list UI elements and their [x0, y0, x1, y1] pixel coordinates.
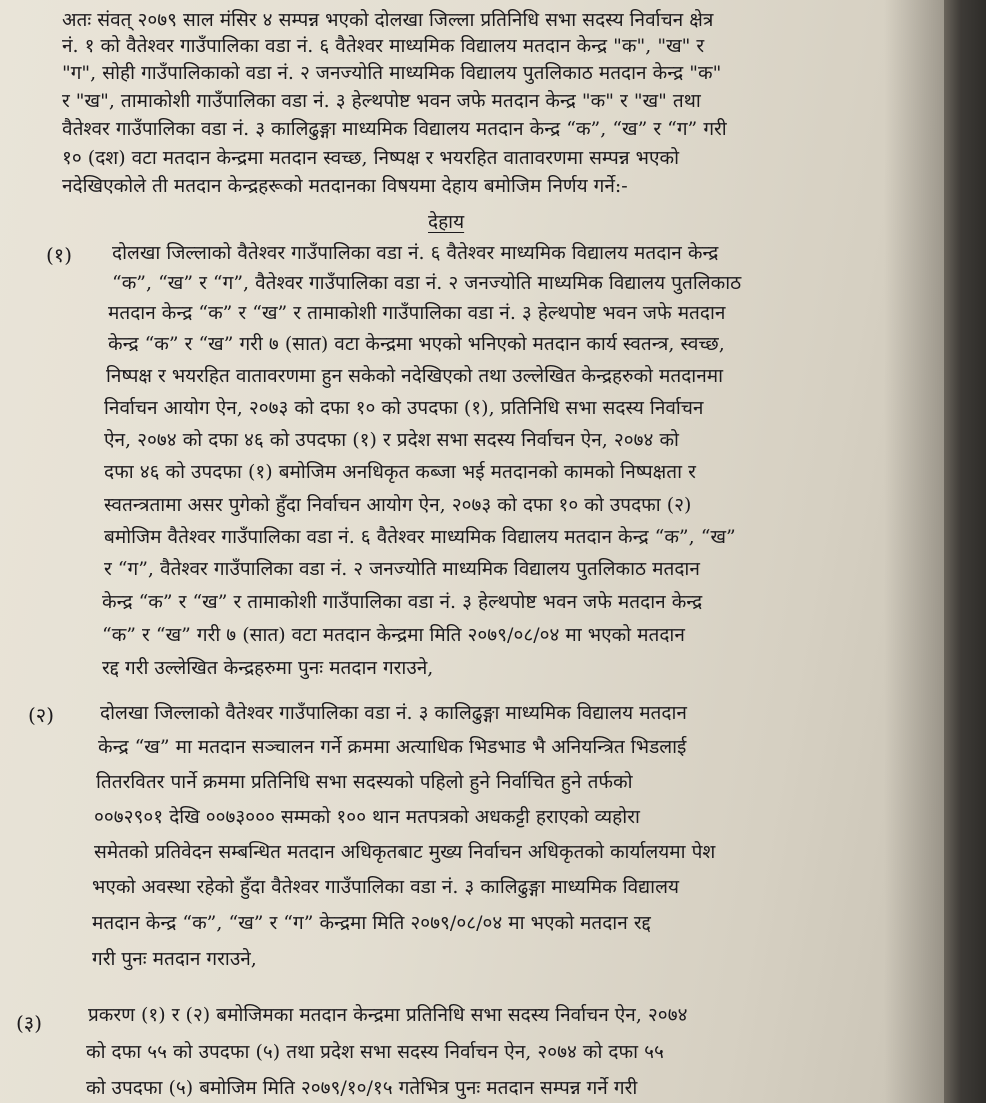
item-line: ००७२९०१ देखि ००७३००० सम्मको १०० थान मतपत्रको अधकट्टी हराएको व्यहोरा: [94, 806, 640, 828]
item-line: निष्पक्ष र भयरहित वातावरणमा हुन सकेको नदेखिएको तथा उल्लेखित केन्द्रहरुको मतदानमा: [106, 365, 724, 387]
item-line: निर्वाचन आयोग ऐन, २०७३ को दफा १० को उपदफा (१), प्रतिनिधि सभा सदस्य निर्वाचन: [104, 397, 704, 419]
item-number: (२): [28, 703, 55, 727]
item-line: र “ग”, वैतेश्वर गाउँपालिका वडा नं. २ जनज्योति माध्यमिक विद्यालय पुतलिकाठ मतदान: [104, 558, 700, 580]
item-line: मतदान केन्द्र “क” र “ख” र तामाकोशी गाउँपालिका वडा नं. ३ हेल्थपोष्ट भवन जफे मतदान: [108, 302, 726, 324]
intro-line: १० (दश) वटा मतदान केन्द्रमा मतदान स्वच्छ, निष्पक्ष र भयरहित वातावरणमा सम्पन्न भएको: [62, 147, 680, 169]
item-line: केन्द्र “क” र “ख” र तामाकोशी गाउँपालिका वडा नं. ३ हेल्थपोष्ट भवन जफे मतदान केन्द्र: [102, 591, 703, 613]
item-line: रद्द गरी उल्लेखित केन्द्रहरुमा पुनः मतदान गराउने,: [102, 657, 434, 679]
item-number: (१): [46, 243, 73, 267]
item-line: ऐन, २०७४ को दफा ४६ को उपदफा (१) र प्रदेश सभा सदस्य निर्वाचन ऐन, २०७४ को: [104, 429, 679, 451]
item-line: को दफा ५५ को उपदफा (५) तथा प्रदेश सभा सदस्य निर्वाचन ऐन, २०७४ को दफा ५५: [86, 1041, 664, 1063]
item-line: मतदान केन्द्र “क”, “ख” र “ग” केन्द्रमा मिति २०७९/०८/०४ मा भएको मतदान रद्द: [92, 912, 651, 934]
intro-line: वैतेश्वर गाउँपालिका वडा नं. ३ कालिढुङ्गा माध्यमिक विद्यालय मतदान केन्द्र “क”, “ख” र “ग” गरी: [62, 118, 727, 140]
intro-line: र "ख", तामाकोशी गाउँपालिका वडा नं. ३ हेल्थपोष्ट भवन जफे मतदान केन्द्र "क" र "ख" तथा: [62, 90, 701, 112]
item-line: स्वतन्त्रतामा असर पुगेको हुँदा निर्वाचन आयोग ऐन, २०७३ को दफा १० को उपदफा (२): [104, 494, 692, 516]
item-line: तितरवितर पार्ने क्रममा प्रतिनिधि सभा सदस्यको पहिलो हुने निर्वाचित हुने तर्फको: [96, 771, 633, 793]
item-line: “क”, “ख” र “ग”, वैतेश्वर गाउँपालिका वडा नं. २ जनज्योति माध्यमिक विद्यालय पुतलिकाठ: [112, 272, 742, 294]
intro-line: अतः संवत् २०७९ साल मंसिर ४ सम्पन्न भएको दोलखा जिल्ला प्रतिनिधि सभा सदस्य निर्वाचन क्षेत्र: [62, 9, 714, 31]
item-line: दोलखा जिल्लाको वैतेश्वर गाउँपालिका वडा नं. ३ कालिढुङ्गा माध्यमिक विद्यालय मतदान: [100, 702, 687, 724]
desk-surface: [944, 0, 986, 1103]
item-line: “क” र “ख” गरी ७ (सात) वटा मतदान केन्द्रमा मिति २०७९/०८/०४ मा भएको मतदान: [102, 624, 685, 646]
item-line: दोलखा जिल्लाको वैतेश्वर गाउँपालिका वडा नं. ६ वैतेश्वर माध्यमिक विद्यालय मतदान केन्द्र: [112, 242, 719, 264]
item-line: बमोजिम वैतेश्वर गाउँपालिका वडा नं. ६ वैतेश्वर माध्यमिक विद्यालय मतदान केन्द्र “क”, “ख”: [104, 526, 736, 548]
item-number: (३): [16, 1011, 43, 1035]
intro-line: नं. १ को वैतेश्वर गाउँपालिका वडा नं. ६ वैतेश्वर माध्यमिक विद्यालय मतदान केन्द्र "क", "ख" र: [62, 35, 705, 57]
item-line: गरी पुनः मतदान गराउने,: [92, 948, 257, 970]
item-line: भएको अवस्था रहेको हुँदा वैतेश्वर गाउँपालिका वडा नं. ३ कालिढुङ्गा माध्यमिक विद्यालय: [92, 876, 679, 898]
item-line: को उपदफा (५) बमोजिम मिति २०७९/१०/१५ गतेभित्र पुनः मतदान सम्पन्न गर्ने गरी: [86, 1077, 638, 1099]
item-line: केन्द्र “क” र “ख” गरी ७ (सात) वटा केन्द्रमा भएको भनिएको मतदान कार्य स्वतन्त्र, स्वच्छ,: [108, 333, 725, 355]
item-line: प्रकरण (१) र (२) बमोजिमका मतदान केन्द्रमा प्रतिनिधि सभा सदस्य निर्वाचन ऐन, २०७४: [88, 1004, 688, 1026]
item-line: केन्द्र “ख” मा मतदान सञ्चालन गर्ने क्रममा अत्याधिक भिडभाड भै अनियन्त्रित भिडलाई: [98, 736, 687, 758]
item-line: दफा ४६ को उपदफा (१) बमोजिम अनधिकृत कब्जा भई मतदानको कामको निष्पक्षता र: [104, 461, 696, 483]
item-line: समेतको प्रतिवेदन सम्बन्धित मतदान अधिकृतबाट मुख्य निर्वाचन अधिकृतको कार्यालयमा पेश: [94, 841, 716, 863]
intro-line: "ग", सोही गाउँपालिकाको वडा नं. २ जनज्योति माध्यमिक विद्यालय पुतलिकाठ मतदान केन्द्र "क": [62, 62, 722, 84]
intro-line: नदेखिएकोले ती मतदान केन्द्रहरूको मतदानका विषयमा देहाय बमोजिम निर्णय गर्ने:-: [62, 175, 628, 197]
section-heading: देहाय: [428, 211, 465, 233]
